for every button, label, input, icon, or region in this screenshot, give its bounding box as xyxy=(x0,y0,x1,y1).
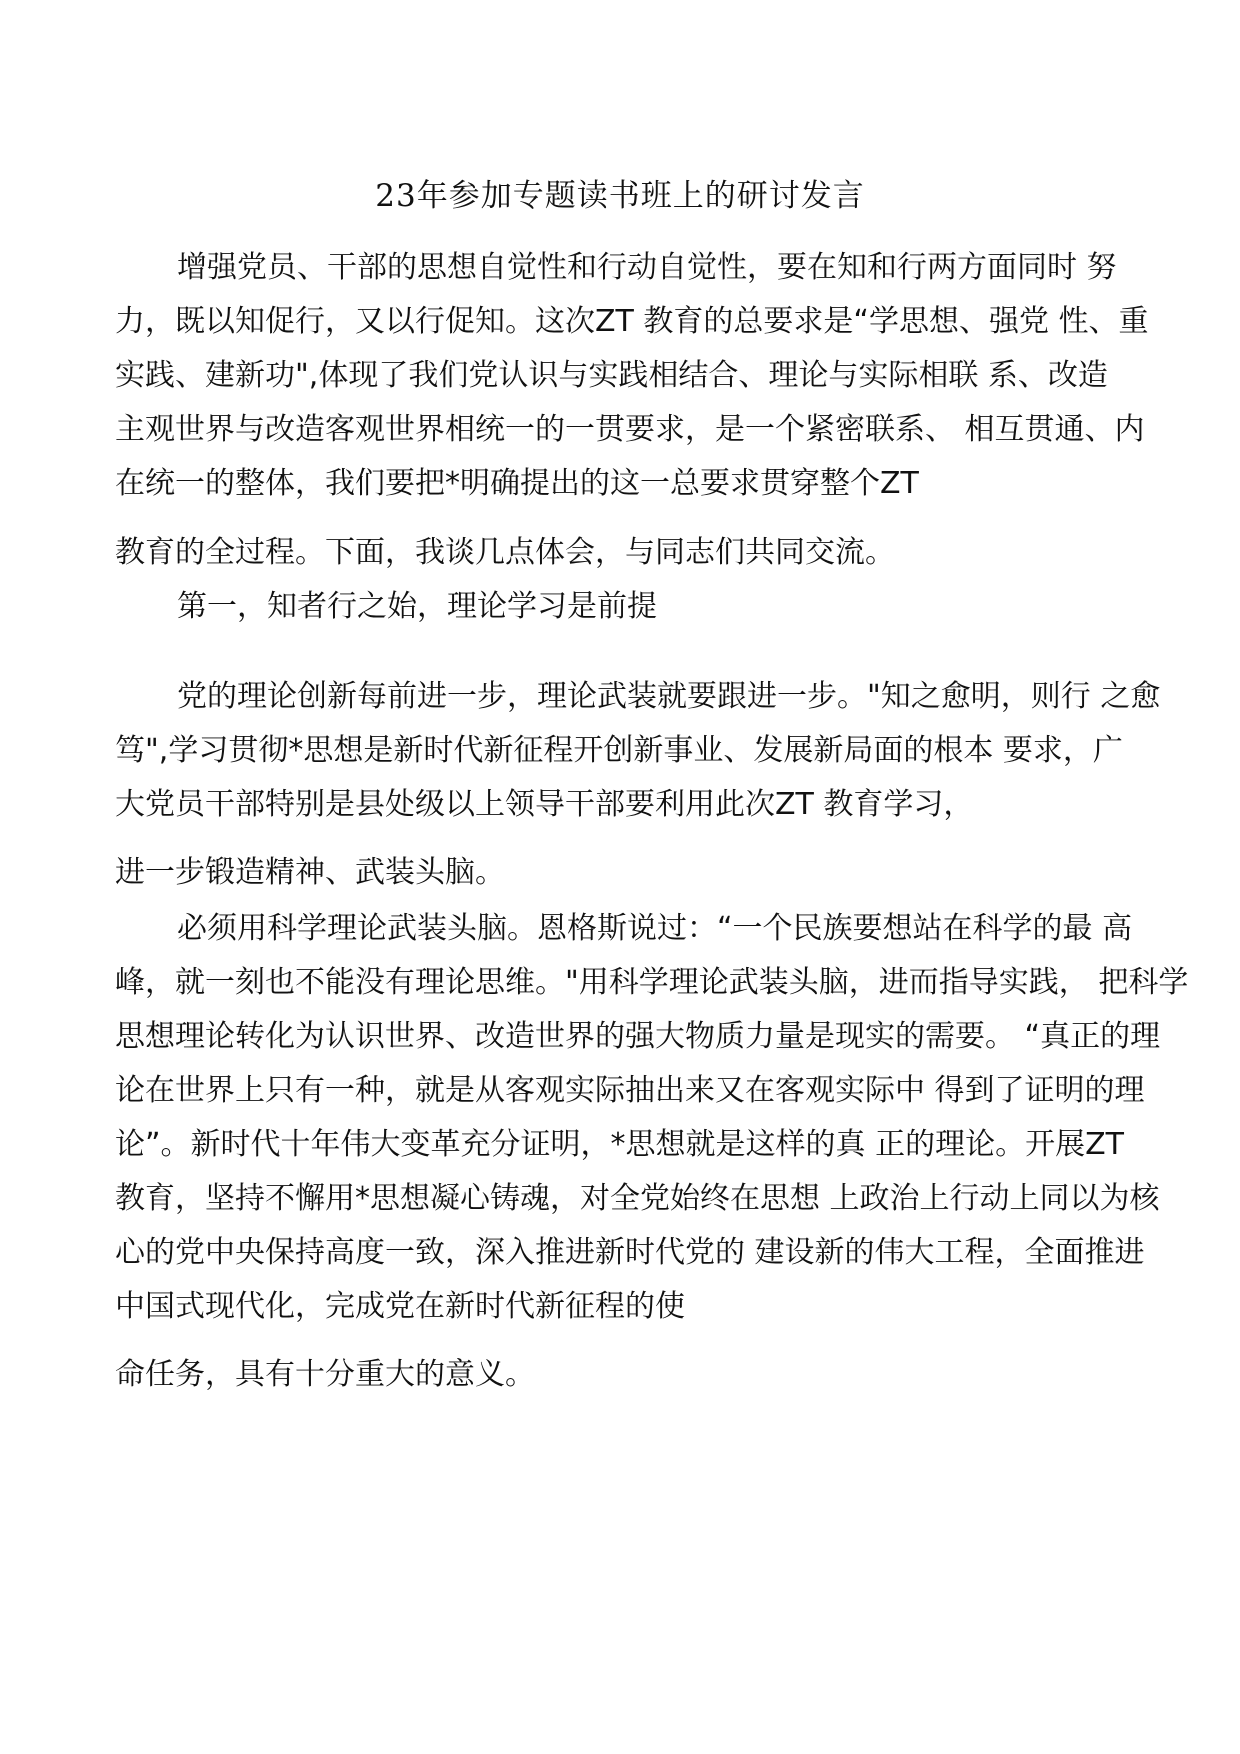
body-line: 论”。新时代十年伟大变革充分证明，*思想就是这样的真 正的理论。开展ZT xyxy=(115,1127,1124,1162)
body-line: 教育，坚持不懈用*思想凝心铸魂，对全党始终在思想 上政治上行动上同以为核 xyxy=(115,1181,1160,1216)
body-line: 主观世界与改造客观世界相统一的一贯要求，是一个紧密联系、 相互贯通、内 xyxy=(115,412,1145,447)
body-line: 教育的全过程。下面，我谈几点体会，与同志们共同交流。 xyxy=(115,535,895,570)
body-line: 进一步锻造精神、武装头脑。 xyxy=(115,855,505,890)
body-line: 在统一的整体，我们要把*明确提出的这一总要求贯穿整个ZT xyxy=(115,466,919,501)
body-line: 增强党员、干部的思想自觉性和行动自觉性，要在知和行两方面同时 努 xyxy=(177,250,1117,285)
body-line: 实践、建新功",体现了我们党认识与实践相结合、理论与实际相联 系、改造 xyxy=(115,358,1108,393)
section-heading: 第一，知者行之始，理论学习是前提 xyxy=(177,589,657,624)
body-line: 心的党中央保持高度一致，深入推进新时代党的 建设新的伟大工程，全面推进 xyxy=(115,1235,1145,1270)
body-line: 思想理论转化为认识世界、改造世界的强大物质力量是现实的需要。 “真正的理 xyxy=(115,1019,1161,1054)
body-line: 大党员干部特别是县处级以上领导干部要利用此次ZT 教育学习， xyxy=(115,787,974,822)
body-line: 党的理论创新每前进一步，理论武装就要跟进一步。"知之愈明，则行 之愈 xyxy=(177,679,1161,714)
body-line: 命任务，具有十分重大的意义。 xyxy=(115,1357,535,1392)
body-line: 力，既以知促行，又以行促知。这次ZT 教育的总要求是“学思想、强党 性、重 xyxy=(115,304,1149,339)
body-line: 峰，就一刻也不能没有理论思维。"用科学理论武装头脑，进而指导实践， 把科学 xyxy=(115,965,1189,1000)
body-line: 必须用科学理论武装头脑。恩格斯说过：“一个民族要想站在科学的最 高 xyxy=(177,911,1133,946)
document-title: 23年参加专题读书班上的研讨发言 xyxy=(375,178,865,214)
body-line: 笃",学习贯彻*思想是新时代新征程开创新事业、发展新局面的根本 要求，广 xyxy=(115,733,1123,768)
body-line: 中国式现代化，完成党在新时代新征程的使 xyxy=(115,1289,685,1324)
body-line: 论在世界上只有一种，就是从客观实际抽出来又在客观实际中 得到了证明的理 xyxy=(115,1073,1145,1108)
